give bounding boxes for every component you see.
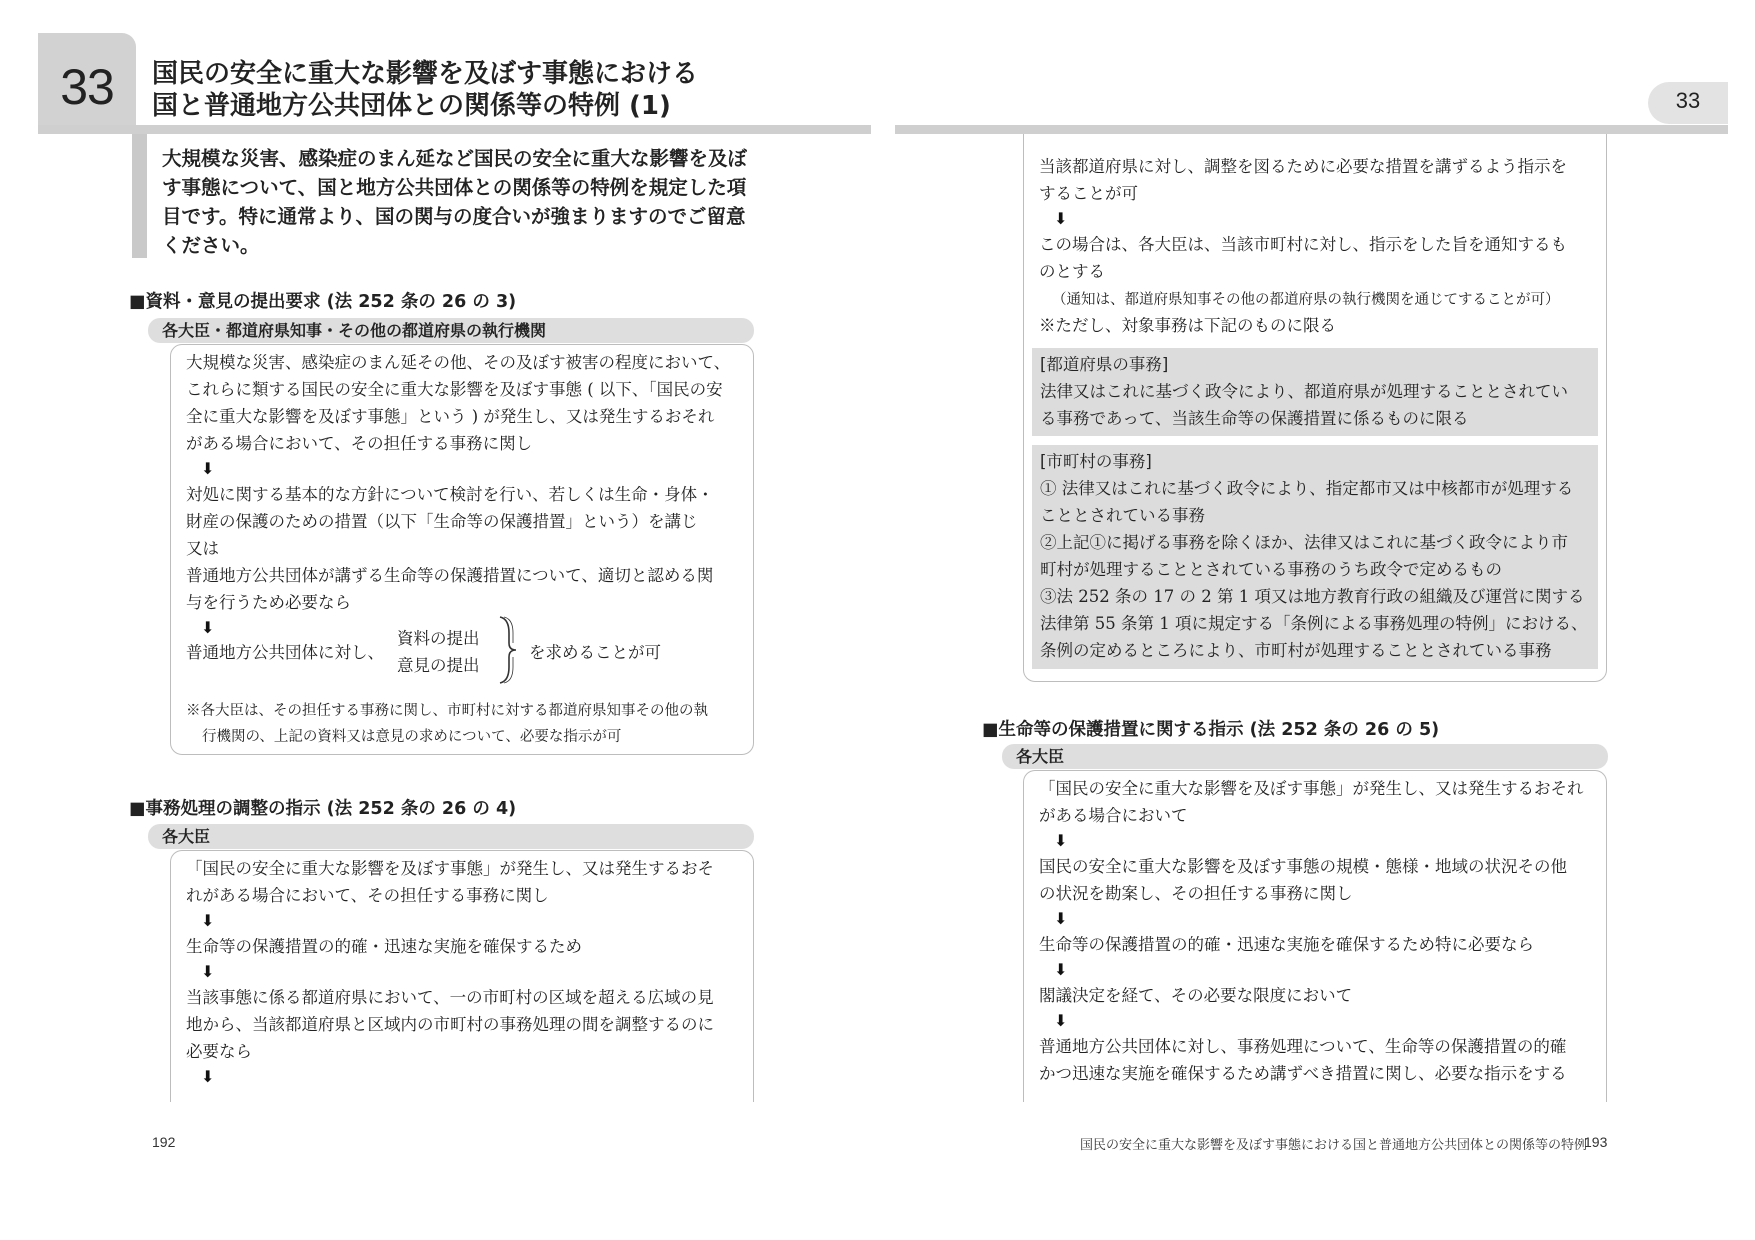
box-line: る事務であって、当該生命等の保護措置に係るものに限る [1040, 409, 1469, 428]
brace-icon [497, 615, 519, 685]
municipality-duties-title: [市町村の事務] [1040, 452, 1152, 471]
content-box-continuation [1023, 134, 1607, 682]
box-line: 地から、当該都道府県と区域内の市町村の事務処理の間を調整するのに [186, 1015, 714, 1034]
note-line: （通知は、都道府県知事その他の都道府県の執行機関を通じてすることが可） [1052, 292, 1560, 308]
down-arrow-icon: ⬇ [1054, 1011, 1068, 1030]
content-box-data-request [170, 344, 754, 755]
down-arrow-icon: ⬇ [201, 1067, 215, 1086]
box-line: これらに類する国民の安全に重大な影響を及ぼす事態 ( 以下、「国民の安 [186, 380, 723, 399]
section-heading-coordination: ■事務処理の調整の指示 (法 252 条の 26 の 4) [129, 799, 517, 819]
page-number-left: 192 [152, 1134, 176, 1150]
down-arrow-icon: ⬇ [1054, 209, 1068, 228]
box-line: がある場合において、その担任する事務に関し [186, 434, 533, 453]
box-line: 閣議決定を経て、その必要な限度において [1039, 986, 1353, 1005]
page-title [152, 58, 698, 122]
request-prefix: 普通地方公共団体に対し、 [186, 643, 384, 662]
down-arrow-icon: ⬇ [1054, 831, 1068, 850]
box-line: 又は [186, 539, 219, 558]
box-line: の状況を勘案し、その担任する事務に関し [1039, 884, 1353, 903]
prefecture-duties-panel [1032, 348, 1598, 436]
box-line: のとする [1039, 262, 1105, 281]
content-box-coordination [170, 850, 754, 1102]
header-rule-left [38, 125, 871, 134]
intro-line: ください。 [162, 234, 260, 257]
title-line-2: 国と普通地方公共団体との関係等の特例 (1) [152, 91, 671, 121]
box-line: ②上記①に掲げる事務を除くほか、法律又はこれに基づく政令により市 [1040, 533, 1568, 552]
box-line: 全に重大な影響を及ぼす事態」という ) が発生し、又は発生するおそれ [186, 407, 715, 426]
box-line: ③法 252 条の 17 の 2 第 1 項又は地方教育行政の組織及び運営に関する [1040, 587, 1585, 606]
running-footer: 国民の安全に重大な影響を及ぼす事態における国と普通地方公共団体との関係等の特例 [1080, 1137, 1588, 1152]
box-line: ① 法律又はこれに基づく政令により、指定都市又は中核都市が処理する [1040, 479, 1574, 498]
content-box-protection-instruction [1023, 770, 1607, 1102]
actor-pill: 各大臣 [148, 824, 754, 849]
request-item-documents: 資料の提出 [397, 629, 480, 648]
box-line: 「国民の安全に重大な影響を及ぼす事態」が発生し、又は発生するおそれ [1039, 779, 1584, 798]
request-item-opinions: 意見の提出 [397, 656, 480, 675]
chapter-number-right: 33 [1675, 88, 1701, 113]
box-line: することが可 [1039, 184, 1138, 203]
box-line: 条例の定めるところにより、市町村が処理することとされている事務 [1040, 641, 1552, 660]
box-line: 大規模な災害、感染症のまん延その他、その及ぼす被害の程度において、 [186, 353, 731, 372]
box-line: 法律又はこれに基づく政令により、都道府県が処理することとされてい [1040, 382, 1568, 401]
section-heading-data-request: ■資料・意見の提出要求 (法 252 条の 26 の 3) [129, 292, 517, 312]
actor-pill: 各大臣 [1002, 744, 1608, 769]
box-line: 国民の安全に重大な影響を及ぼす事態の規模・態様・地域の状況その他 [1039, 857, 1567, 876]
box-line: こととされている事務 [1040, 506, 1205, 525]
actor-pill: 各大臣・都道府県知事・その他の都道府県の執行機関 [148, 318, 754, 343]
box-line: 普通地方公共団体に対し、事務処理について、生命等の保護措置の的確 [1039, 1037, 1567, 1056]
down-arrow-icon: ⬇ [201, 911, 215, 930]
page-number-right: 193 [1584, 1134, 1608, 1150]
box-line: この場合は、各大臣は、当該市町村に対し、指示をした旨を通知するも [1039, 235, 1567, 254]
box-line: れがある場合において、その担任する事務に関し [186, 886, 549, 905]
box-line: 与を行うため必要なら [186, 593, 351, 612]
box-line: 「国民の安全に重大な影響を及ぼす事態」が発生し、又は発生するおそ [186, 859, 714, 878]
intro-line: 大規模な災害、感染症のまん延など国民の安全に重大な影響を及ぼ [162, 147, 748, 170]
box-line: 普通地方公共団体が講ずる生命等の保護措置について、適切と認める関 [186, 566, 714, 585]
intro-line: す事態について、国と地方公共団体との関係等の特例を規定した項 [162, 176, 747, 199]
down-arrow-icon: ⬇ [201, 962, 215, 981]
request-suffix: を求めることが可 [529, 643, 661, 662]
box-line: 財産の保護のための措置（以下「生命等の保護措置」という）を講じ [186, 512, 698, 531]
header-rule-right [895, 125, 1728, 134]
note-line: ※各大臣は、その担任する事務に関し、市町村に対する都道府県知事その他の執 [186, 703, 708, 719]
box-line: がある場合において [1039, 806, 1188, 825]
box-line: 当該都道府県に対し、調整を図るために必要な措置を講ずるよう指示を [1039, 157, 1567, 176]
down-arrow-icon: ⬇ [201, 459, 215, 478]
prefecture-duties-title: [都道府県の事務] [1040, 355, 1169, 374]
chapter-number: 33 [60, 59, 114, 115]
box-line: 町村が処理することとされている事務のうち政令で定めるもの [1040, 560, 1502, 579]
box-line: かつ迅速な実施を確保するため講ずべき措置に関し、必要な指示をする [1039, 1064, 1567, 1083]
down-arrow-icon: ⬇ [1054, 909, 1068, 928]
down-arrow-icon: ⬇ [201, 618, 215, 637]
box-line: 生命等の保護措置の的確・迅速な実施を確保するため特に必要なら [1039, 935, 1534, 954]
box-line: 必要なら [186, 1042, 252, 1061]
title-line-1: 国民の安全に重大な影響を及ぼす事態における [152, 59, 699, 89]
note-line: 行機関の、上記の資料又は意見の求めについて、必要な指示が可 [202, 729, 622, 745]
down-arrow-icon: ⬇ [1054, 960, 1068, 979]
box-line: 当該事態に係る都道府県において、一の市町村の区域を超える広域の見 [186, 988, 714, 1007]
box-line: 生命等の保護措置の的確・迅速な実施を確保するため [186, 937, 582, 956]
section-heading-protection-instruction: ■生命等の保護措置に関する指示 (法 252 条の 26 の 5) [982, 720, 1440, 740]
intro-line: 目です。特に通常より、国の関与の度合いが強まりますのでご留意 [162, 205, 746, 228]
intro-accent-bar [132, 134, 147, 258]
box-line: 法律第 55 条第 1 項に規定する「条例による事務処理の特例」における、 [1040, 614, 1588, 633]
box-line: ※ただし、対象事務は下記のものに限る [1039, 316, 1336, 335]
municipality-duties-panel [1032, 445, 1598, 669]
intro-text [162, 144, 767, 260]
box-line: 対処に関する基本的な方針について検討を行い、若しくは生命・身体・ [186, 485, 714, 504]
